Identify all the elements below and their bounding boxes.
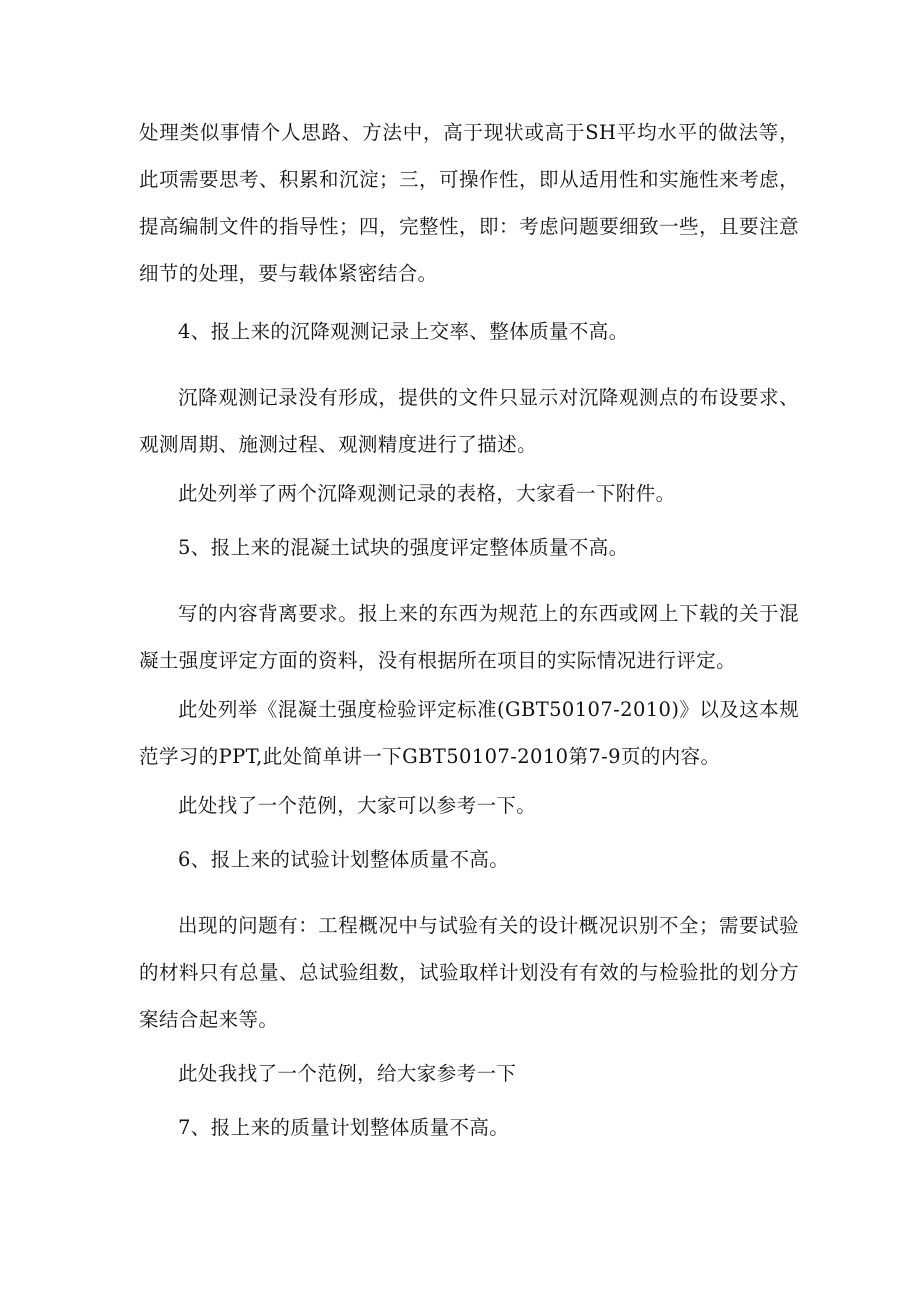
- paragraph-continuation: 处理类似事情个人思路、方法中，高于现状或高于SH平均水平的做法等，此项需要思考、积累和沉淀；三，可操作性，即从适用性和实施性来考虑，提高编制文件的指导性；四，完整性，即：考虑问题要细致一些，且要注意细节的处理，要与载体紧密结合。: [139, 121, 799, 285]
- paragraph-concrete: 写的内容背离要求。报上来的东西为规范上的东西或网上下载的关于混凝土强度评定方面的资料，没有根据所在项目的实际情况进行评定。: [139, 602, 799, 672]
- paragraph-settlement-example: 此处列举了两个沉降观测记录的表格，大家看一下附件。: [178, 482, 676, 505]
- paragraph-test-plan: 出现的问题有：工程概况中与试验有关的设计概况识别不全；需要试验的材料只有总量、总试验组数，试验取样计划没有有效的与检验批的划分方案结合起来等。: [139, 914, 799, 1031]
- heading-item-7: 7、报上来的质量计划整体质量不高。: [178, 1116, 510, 1139]
- paragraph-concrete-standard: 此处列举《混凝土强度检验评定标准(GBT50107-2010)》以及这本规范学习的PPT,此处简单讲一下GBT50107-2010第7-9页的内容。: [139, 698, 799, 768]
- paragraph-settlement: 沉降观测记录没有形成，提供的文件只显示对沉降观测点的布设要求、观测周期、施测过程、观测精度进行了描述。: [139, 386, 799, 456]
- paragraph-concrete-example: 此处找了一个范例，大家可以参考一下。: [178, 794, 537, 817]
- heading-item-5: 5、报上来的混凝土试块的强度评定整体质量不高。: [178, 536, 629, 559]
- heading-item-4: 4、报上来的沉降观测记录上交率、整体质量不高。: [178, 320, 629, 343]
- heading-item-6: 6、报上来的试验计划整体质量不高。: [178, 848, 510, 871]
- paragraph-test-plan-example: 此处我找了一个范例，给大家参考一下: [178, 1062, 517, 1085]
